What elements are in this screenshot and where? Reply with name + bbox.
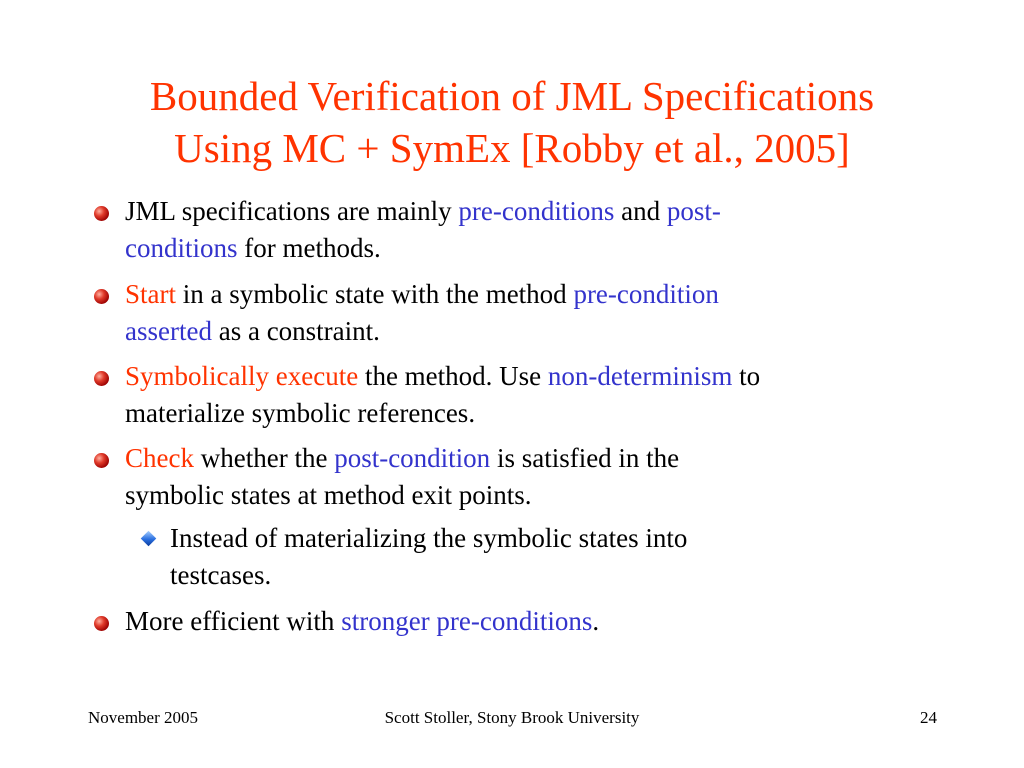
sub-bullet-line-1: Instead of materializing the symbolic states into (170, 523, 688, 553)
bullet-5-line-1: More efficient with stronger pre-conditions. (125, 606, 600, 636)
bullet-4-line-1: Check whether the post-condition is satisfied in the (125, 443, 680, 473)
footer-date: November 2005 (88, 708, 199, 727)
bullet-2-line-2: asserted as a constraint. (125, 316, 380, 346)
bullet-3-line-1: Symbolically execute the method. Use non-determinism to (125, 361, 761, 391)
ball-bullet-icon (94, 206, 109, 221)
bullet-1-line-2: conditions for methods. (125, 233, 381, 263)
sub-bullet-line-2: testcases. (170, 560, 272, 590)
bullet-item-4 (125, 440, 965, 514)
bullet-1-line-1: JML specifications are mainly pre-conditions and post- (125, 196, 721, 226)
ball-bullet-icon (94, 616, 109, 631)
footer-author: Scott Stoller, Stony Brook University (384, 708, 640, 727)
diamond-bullet-icon (141, 531, 157, 547)
ball-bullet-icon (94, 289, 109, 304)
bullet-item-2 (125, 276, 965, 350)
title-line-2: Using MC + SymEx [Robby et al., 2005] (174, 125, 850, 171)
ball-bullet-icon (94, 371, 109, 386)
footer-page-number: 24 (920, 708, 937, 727)
ball-bullet-icon (94, 453, 109, 468)
bullet-3-line-2: materialize symbolic references. (125, 398, 476, 428)
bullet-item-5 (125, 603, 965, 640)
title-line-1: Bounded Verification of JML Specifications (149, 73, 875, 119)
bullet-2-line-1: Start in a symbolic state with the method pre-condition (125, 279, 719, 309)
bullet-4-line-2: symbolic states at method exit points. (125, 480, 532, 510)
sub-bullet-item (170, 520, 970, 594)
bullet-item-3 (125, 358, 965, 432)
bullet-item-1 (125, 193, 965, 267)
